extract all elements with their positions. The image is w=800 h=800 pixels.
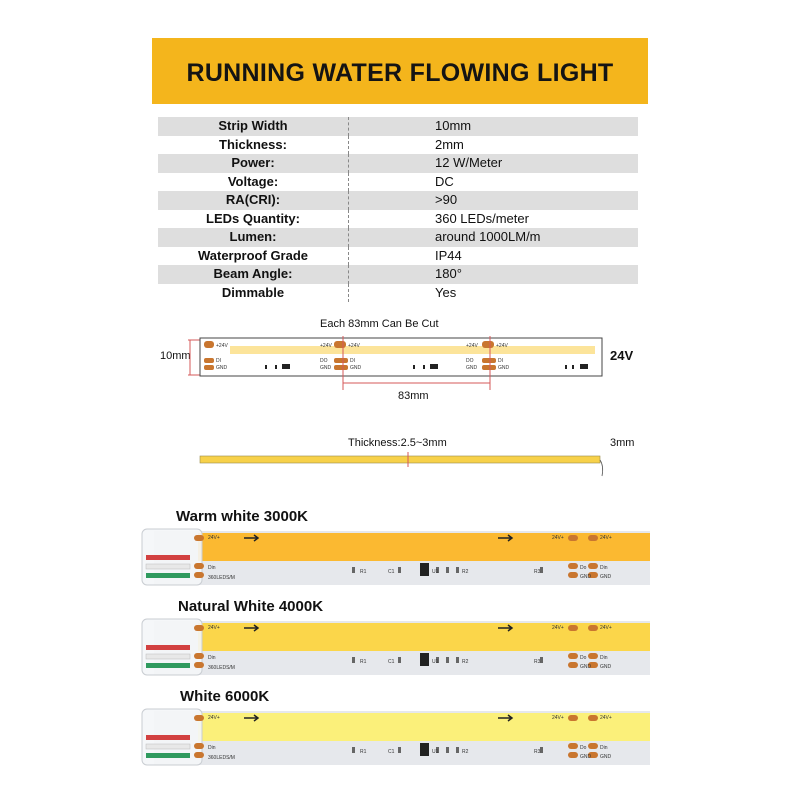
solder-pad [194, 563, 204, 569]
spec-label: Strip Width [158, 117, 349, 136]
svg-text:DI: DI [498, 358, 503, 364]
svg-text:GND: GND [580, 574, 592, 580]
svg-text:+24V: +24V [320, 343, 332, 349]
solder-pad [194, 535, 204, 541]
spec-label: Thickness: [158, 136, 349, 155]
solder-pad [194, 752, 204, 758]
svg-text:DO: DO [466, 358, 474, 364]
svg-text:Do: Do [580, 745, 587, 751]
svg-text:GND: GND [580, 754, 592, 760]
solder-pad [568, 662, 578, 668]
solder-pad [194, 715, 204, 721]
wire-green [146, 753, 190, 758]
svg-text:GND: GND [216, 365, 228, 371]
segment-label: 83mm [398, 390, 429, 402]
svg-text:R1: R1 [360, 569, 367, 575]
spec-label: Waterproof Grade [158, 247, 349, 266]
svg-text:Din: Din [208, 565, 216, 571]
svg-text:Din: Din [600, 655, 608, 661]
leds-text: 360LEDS/M [208, 665, 235, 671]
svg-text:DI: DI [350, 358, 355, 364]
svg-text:R3: R3 [534, 749, 541, 755]
led-band [198, 533, 650, 561]
led-band [198, 713, 650, 741]
svg-text:24V+: 24V+ [600, 625, 612, 631]
thickness-right-label: 3mm [610, 437, 635, 449]
svg-text:24V+: 24V+ [552, 715, 564, 721]
leds-text: 360LEDS/M [208, 755, 235, 761]
svg-text:24V+: 24V+ [600, 535, 612, 541]
svg-text:U1: U1 [432, 569, 439, 575]
spec-value: 360 LEDs/meter [349, 210, 639, 229]
svg-text:Din: Din [208, 655, 216, 661]
wire-white [146, 744, 190, 749]
spec-value: 12 W/Meter [349, 154, 639, 173]
solder-pad [568, 572, 578, 578]
svg-text:U1: U1 [432, 749, 439, 755]
spec-value: 180° [349, 265, 639, 284]
thickness-label: Thickness:2.5~3mm [348, 437, 447, 449]
svg-text:R2: R2 [462, 749, 469, 755]
svg-text:C1: C1 [388, 749, 395, 755]
svg-text:+24V: +24V [496, 343, 508, 349]
strip-natural [140, 617, 650, 695]
variant-label-white: White 6000K [180, 688, 270, 705]
svg-text:Din: Din [600, 565, 608, 571]
svg-text:GND: GND [580, 664, 592, 670]
spec-value: DC [349, 173, 639, 192]
spec-label: LEDs Quantity: [158, 210, 349, 229]
spec-label: Voltage: [158, 173, 349, 192]
solder-pad [194, 572, 204, 578]
solder-pad [194, 653, 204, 659]
leds-text: 360LEDS/M [208, 575, 235, 581]
spec-value: 2mm [349, 136, 639, 155]
solder-pad [568, 563, 578, 569]
svg-text:Din: Din [208, 745, 216, 751]
spec-value: around 1000LM/m [349, 228, 639, 247]
svg-text:GND: GND [600, 664, 612, 670]
svg-text:R3: R3 [534, 659, 541, 665]
width-label: 10mm [160, 350, 191, 362]
svg-text:C1: C1 [388, 569, 395, 575]
svg-text:DI: DI [216, 358, 221, 364]
solder-pad [568, 625, 578, 631]
solder-pad [588, 563, 598, 569]
svg-text:GND: GND [466, 365, 478, 371]
svg-text:24V+: 24V+ [600, 715, 612, 721]
spec-label: Dimmable [158, 284, 349, 303]
solder-pad [588, 625, 598, 631]
wire-red [146, 555, 190, 560]
wire-green [146, 573, 190, 578]
solder-pad [568, 653, 578, 659]
svg-text:Do: Do [580, 565, 587, 571]
svg-text:R2: R2 [462, 659, 469, 665]
spec-value: IP44 [349, 247, 639, 266]
svg-text:U1: U1 [432, 659, 439, 665]
svg-text:R2: R2 [462, 569, 469, 575]
pad-text: +24V [216, 343, 228, 349]
variant-label-natural: Natural White 4000K [178, 598, 324, 615]
page-title: RUNNING WATER FLOWING LIGHT [186, 58, 614, 87]
svg-text:24V+: 24V+ [552, 535, 564, 541]
svg-text:C1: C1 [388, 659, 395, 665]
spec-value: 10mm [349, 117, 639, 136]
wire-white [146, 564, 190, 569]
cut-label: Each 83mm Can Be Cut [320, 318, 439, 330]
led-band [198, 623, 650, 651]
ic-chip [420, 563, 429, 576]
svg-text:DO: DO [320, 358, 328, 364]
svg-text:R3: R3 [534, 569, 541, 575]
svg-text:GND: GND [320, 365, 332, 371]
svg-text:+24V: +24V [466, 343, 478, 349]
solder-pad [568, 535, 578, 541]
solder-pad [568, 743, 578, 749]
solder-pad [568, 752, 578, 758]
spec-label: Beam Angle: [158, 265, 349, 284]
svg-text:R1: R1 [360, 749, 367, 755]
solder-pad [588, 535, 598, 541]
svg-text:GND: GND [600, 754, 612, 760]
solder-pad [588, 743, 598, 749]
solder-pad [568, 715, 578, 721]
svg-text:24V+: 24V+ [208, 625, 220, 631]
wire-red [146, 645, 190, 650]
wire-white [146, 654, 190, 659]
svg-text:24V+: 24V+ [208, 535, 220, 541]
solder-pad [588, 653, 598, 659]
spec-value: Yes [349, 284, 639, 303]
strip-warm [140, 527, 650, 605]
ic-chip [420, 653, 429, 666]
svg-text:Do: Do [580, 655, 587, 661]
svg-text:Din: Din [600, 745, 608, 751]
spec-label: Power: [158, 154, 349, 173]
svg-text:+24V: +24V [348, 343, 360, 349]
spec-label: Lumen: [158, 228, 349, 247]
svg-text:GND: GND [350, 365, 362, 371]
spec-label: RA(CRI): [158, 191, 349, 210]
spec-value: >90 [349, 191, 639, 210]
solder-pad [588, 715, 598, 721]
svg-text:24V+: 24V+ [552, 625, 564, 631]
variant-label-warm: Warm white 3000K [176, 508, 308, 525]
voltage-label: 24V [610, 348, 634, 363]
svg-text:24V+: 24V+ [208, 715, 220, 721]
wire-red [146, 735, 190, 740]
solder-pad [194, 625, 204, 631]
ic-chip [420, 743, 429, 756]
solder-pad [194, 662, 204, 668]
svg-text:GND: GND [498, 365, 510, 371]
solder-pad [194, 743, 204, 749]
svg-text:R1: R1 [360, 659, 367, 665]
svg-text:GND: GND [600, 574, 612, 580]
wire-green [146, 663, 190, 668]
strip-white [140, 707, 650, 785]
